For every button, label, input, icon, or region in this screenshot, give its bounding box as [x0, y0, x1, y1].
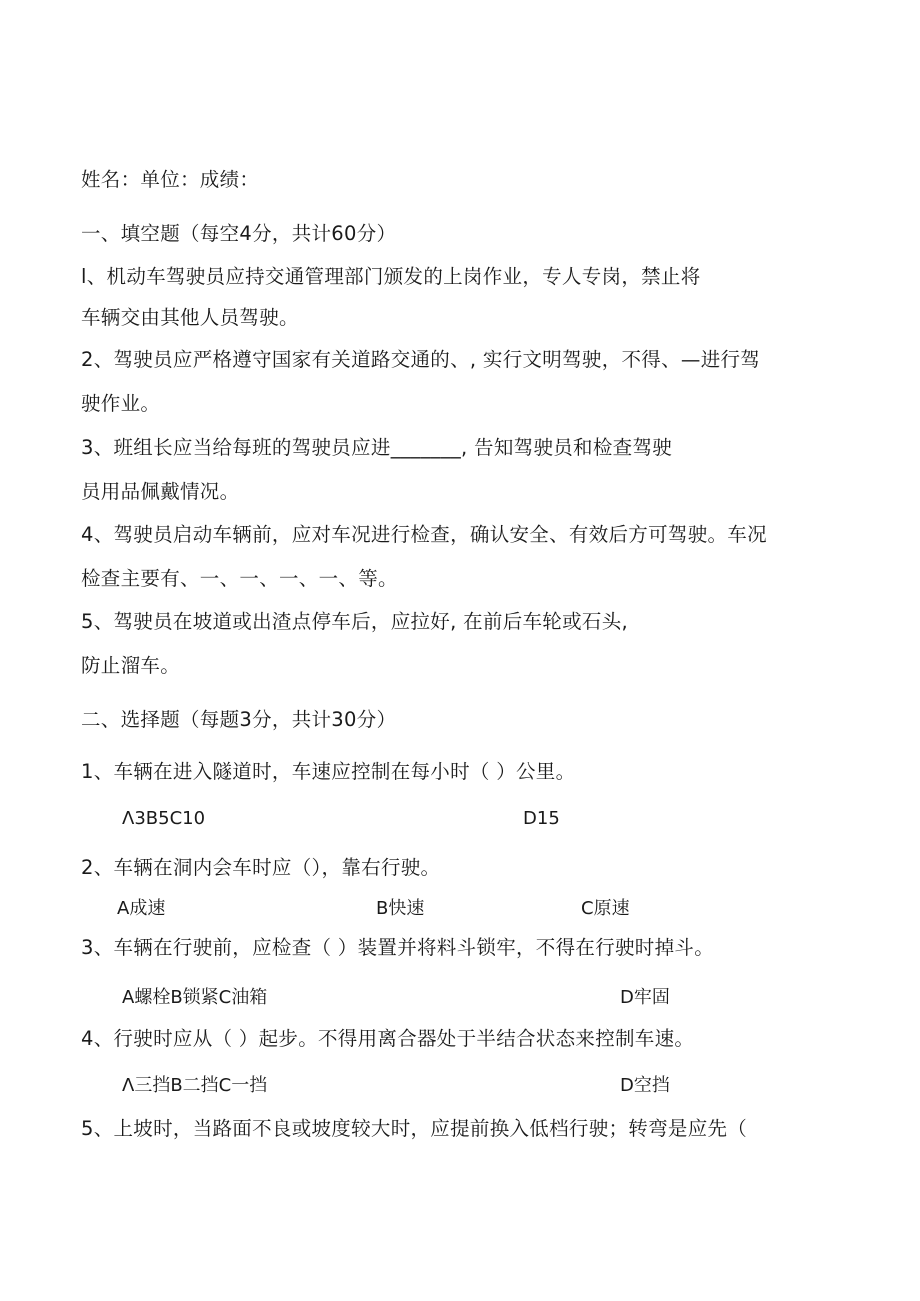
- s1-q5-line2: 防止溜车。: [81, 654, 181, 677]
- s2-q1-options-abc: Λ3B5C10: [122, 808, 206, 829]
- s2-q2-option-b: B快速: [376, 898, 425, 919]
- s1-q3-line2: 员用品佩戴情况。: [81, 480, 240, 503]
- s2-q3-option-d: D牢固: [620, 987, 670, 1008]
- s2-q3-text: 3、车辆在行驶前，应检查（ ）装置并将料斗锁牢，不得在行驶时掉斗。: [81, 936, 715, 959]
- s1-q4-line2: 检查主要有、一、一、一、一、等。: [81, 567, 398, 590]
- s2-q2-option-c: C原速: [581, 898, 630, 919]
- header-info-line: 姓名：单位：成绩：: [81, 168, 260, 191]
- section2-title: 二、选择题（每题3分，共计30分）: [81, 708, 397, 731]
- s1-q1-line1: l、机动车驾驶员应持交通管理部门颁发的上岗作业，专人专岗，禁止将: [81, 265, 701, 288]
- s1-q5-line1: 5、驾驶员在坡道或出渣点停车后，应拉好, 在前后车轮或石头,: [81, 610, 629, 633]
- s2-q4-options-abc: Λ三挡B二挡C一挡: [122, 1075, 268, 1096]
- s1-q3-line1: 3、班组长应当给每班的驾驶员应进_______, 告知驾驶员和检查驾驶: [81, 436, 673, 459]
- s2-q3-options-abc: A螺栓B锁紧C油箱: [122, 987, 268, 1008]
- s2-q2-text: 2、车辆在洞内会车时应（），靠右行驶。: [81, 856, 441, 879]
- section1-title: 一、填空题（每空4分，共计60分）: [81, 222, 397, 245]
- s1-q4-line1: 4、驾驶员启动车辆前，应对车况进行检查，确认安全、有效后方可驾驶。车况: [81, 523, 767, 546]
- s2-q4-option-d: D空挡: [620, 1075, 670, 1096]
- s1-q1-line2: 车辆交由其他人员驾驶。: [81, 306, 299, 329]
- s2-q1-text: 1、车辆在进入隧道时，车速应控制在每小时（ ）公里。: [81, 760, 576, 783]
- s2-q2-option-a: A成速: [117, 898, 166, 919]
- s1-q2-line2: 驶作业。: [81, 392, 161, 415]
- s2-q1-option-d: D15: [523, 808, 560, 829]
- s2-q4-text: 4、行驶时应从（ ）起步。不得用离合器处于半结合状态来控制车速。: [81, 1027, 695, 1050]
- s2-q5-line1: 5、上坡时，当路面不良或坡度较大时，应提前换入低档行驶；转弯是应先（: [81, 1117, 748, 1140]
- s1-q2-line1: 2、驾驶员应严格遵守国家有关道路交通的、, 实行文明驾驶，不得、—进行驾: [81, 348, 761, 371]
